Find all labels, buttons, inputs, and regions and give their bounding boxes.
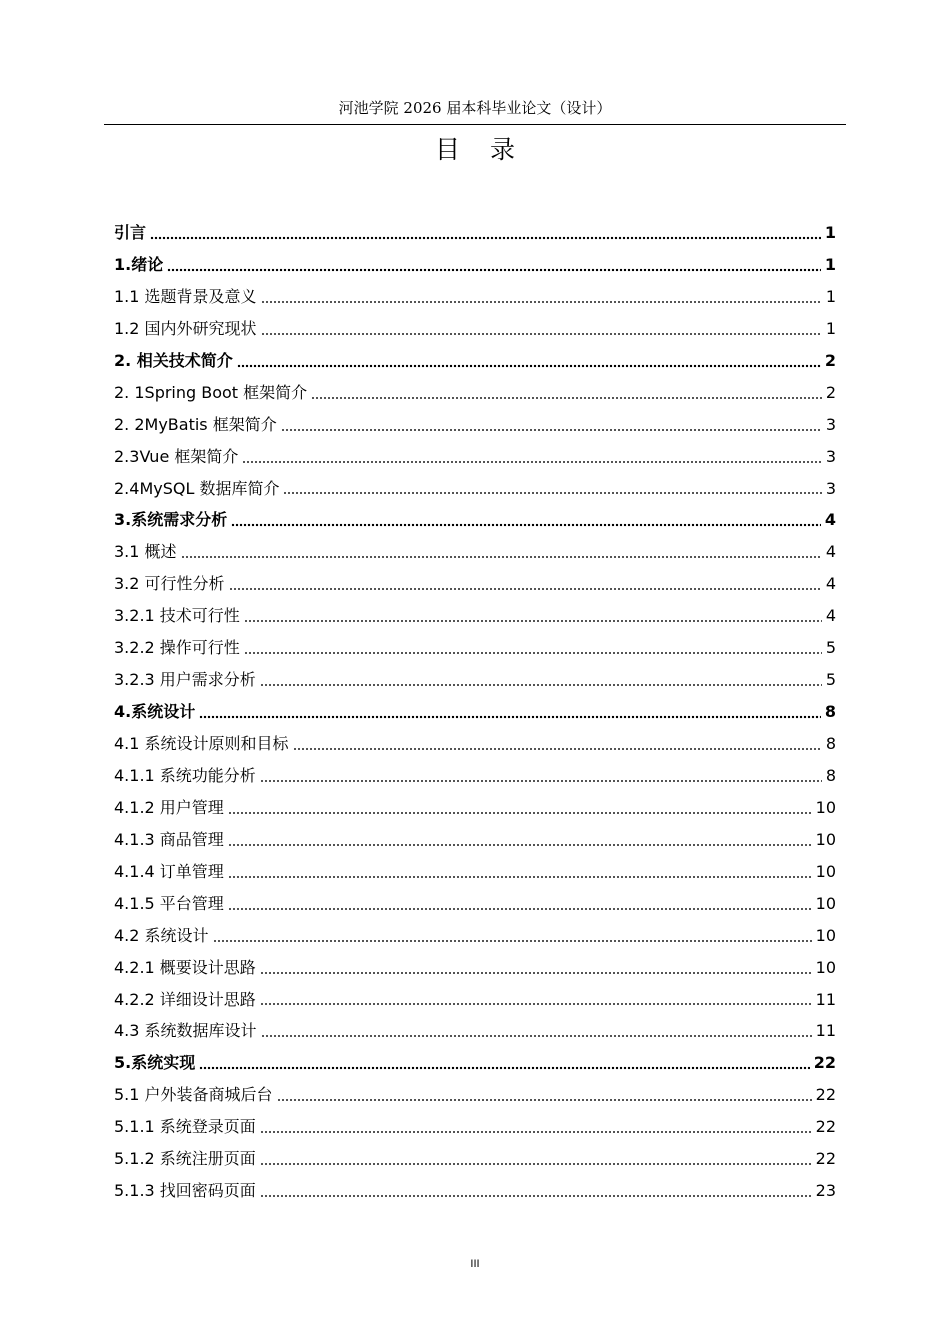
toc-entry-page: 10 xyxy=(815,925,836,945)
toc-entry-page: 22 xyxy=(815,1085,836,1105)
toc-entry-label: 3.2.3 用户需求分析 xyxy=(114,670,256,690)
toc-entry[interactable] xyxy=(114,313,836,345)
toc-entry-label: 3.1 概述 xyxy=(114,542,177,562)
toc-entry-label: 5.1.3 找回密码页面 xyxy=(114,1181,256,1201)
toc-entry-page: 4 xyxy=(825,606,836,626)
toc-dot-leader xyxy=(167,268,821,272)
toc-entry-label: 4.系统设计 xyxy=(114,702,196,722)
toc-entry-page: 1 xyxy=(824,223,836,242)
toc-dot-leader xyxy=(181,555,822,559)
toc-entry-label: 3.2.2 操作可行性 xyxy=(114,638,240,658)
toc-dot-leader xyxy=(228,875,812,879)
toc-dot-leader xyxy=(237,364,821,368)
toc-entry[interactable] xyxy=(114,920,836,952)
toc-entry-label: 5.系统实现 xyxy=(114,1053,196,1073)
toc-entry[interactable] xyxy=(114,281,836,313)
toc-entry[interactable] xyxy=(114,377,836,409)
toc-entry-page: 10 xyxy=(815,893,836,913)
toc-entry[interactable] xyxy=(114,824,836,856)
toc-entry-label: 4.2.1 概要设计思路 xyxy=(114,957,256,977)
toc-dot-leader xyxy=(260,1130,812,1134)
toc-entry-page: 11 xyxy=(815,989,836,1009)
toc-entry-page: 5 xyxy=(825,638,836,658)
toc-entry[interactable] xyxy=(114,888,836,920)
toc-entry-label: 4.1 系统设计原则和目标 xyxy=(114,734,289,753)
toc-entry-page: 3 xyxy=(825,446,836,466)
toc-dot-leader xyxy=(293,747,822,751)
toc-entry-label: 3.2 可行性分析 xyxy=(114,574,225,594)
toc-entry[interactable] xyxy=(114,568,836,600)
toc-dot-leader xyxy=(260,1162,812,1166)
toc-dot-leader xyxy=(229,587,822,591)
toc-entry-label: 4.1.2 用户管理 xyxy=(114,797,224,817)
toc-dot-leader xyxy=(199,715,821,719)
toc-entry[interactable] xyxy=(114,1111,836,1143)
toc-entry-page: 10 xyxy=(815,957,836,977)
toc-dot-leader xyxy=(199,1066,810,1070)
header-rule xyxy=(104,124,846,125)
toc-entry-page: 1 xyxy=(825,286,836,306)
toc-entry-label: 2. 1Spring Boot 框架简介 xyxy=(114,382,308,402)
toc-dot-leader xyxy=(311,396,822,400)
toc-entry-page: 10 xyxy=(815,829,836,849)
running-header: 河池学院 2026 届本科毕业论文（设计） xyxy=(338,99,612,117)
toc-entry-page: 1 xyxy=(824,254,836,274)
toc-dot-leader xyxy=(228,843,812,847)
toc-entry[interactable] xyxy=(114,760,836,792)
toc-entry-label: 1.绪论 xyxy=(114,254,164,274)
toc-entry[interactable] xyxy=(114,441,836,473)
toc-dot-leader xyxy=(213,939,812,943)
toc-entry-label: 4.1.4 订单管理 xyxy=(114,861,224,881)
toc-entry-page: 22 xyxy=(815,1117,836,1137)
toc-dot-leader xyxy=(150,236,821,240)
toc-dot-leader xyxy=(261,332,822,336)
toc-entry-page: 10 xyxy=(815,861,836,881)
toc-entry[interactable] xyxy=(114,217,836,249)
toc-entry[interactable] xyxy=(114,856,836,888)
toc-entry-label: 4.1.5 平台管理 xyxy=(114,893,224,913)
toc-dot-leader xyxy=(228,811,812,815)
toc-entry-label: 1.1 选题背景及意义 xyxy=(114,286,257,306)
toc-entry-page: 4 xyxy=(825,542,836,562)
toc-entry-label: 2.3Vue 框架简介 xyxy=(114,446,239,466)
toc-dot-leader xyxy=(261,300,822,304)
toc-entry-page: 22 xyxy=(813,1053,836,1073)
toc-dot-leader xyxy=(283,491,821,495)
toc-entry[interactable] xyxy=(114,792,836,824)
toc-entry-page: 11 xyxy=(815,1021,836,1041)
toc-dot-leader xyxy=(260,971,812,975)
toc-entry-label: 5.1.1 系统登录页面 xyxy=(114,1117,256,1137)
toc-dot-leader xyxy=(244,651,822,655)
toc-entry-label: 2. 2MyBatis 框架简介 xyxy=(114,414,277,434)
toc-entry[interactable] xyxy=(114,952,836,984)
toc-dot-leader xyxy=(281,428,822,432)
toc-title: 目录 xyxy=(434,135,545,164)
toc-dot-leader xyxy=(260,683,822,687)
toc-entry-page: 1 xyxy=(825,318,836,338)
toc-dot-leader xyxy=(228,907,812,911)
toc-entry[interactable] xyxy=(114,664,836,696)
toc-entry-page: 4 xyxy=(825,574,836,594)
toc-entry-page: 8 xyxy=(825,765,836,785)
toc-entry-page: 23 xyxy=(815,1181,836,1201)
toc-dot-leader xyxy=(244,619,822,623)
toc-entry[interactable] xyxy=(114,409,836,441)
toc-entry[interactable] xyxy=(114,632,836,664)
toc-entry-label: 5.1 户外装备商城后台 xyxy=(114,1085,273,1105)
toc-entry-label: 4.1.3 商品管理 xyxy=(114,829,224,849)
toc-entry[interactable] xyxy=(114,536,836,568)
toc-entry-label: 3.2.1 技术可行性 xyxy=(114,606,240,626)
toc-dot-leader xyxy=(277,1098,812,1102)
toc-entry-label: 1.2 国内外研究现状 xyxy=(114,318,257,338)
toc-entry-label: 4.2.2 详细设计思路 xyxy=(114,989,256,1009)
toc-entry-page: 22 xyxy=(815,1149,836,1169)
toc-entry-label: 3.系统需求分析 xyxy=(114,510,228,530)
toc-entry[interactable] xyxy=(114,345,836,377)
toc-dot-leader xyxy=(260,1194,812,1198)
toc-dot-leader xyxy=(261,1034,812,1038)
toc-entry-page: 3 xyxy=(825,478,836,498)
toc-dot-leader xyxy=(242,460,821,464)
toc-entry[interactable] xyxy=(114,728,836,760)
toc-entry[interactable] xyxy=(114,1175,836,1207)
toc-entry-page: 8 xyxy=(824,702,836,722)
toc-entry[interactable] xyxy=(114,504,836,536)
toc-entry-page: 4 xyxy=(824,510,836,530)
toc-entry[interactable] xyxy=(114,473,836,505)
toc-entry-page: 2 xyxy=(825,382,836,402)
toc-entry-page: 3 xyxy=(825,414,836,434)
toc-entry-page: 8 xyxy=(825,734,836,753)
toc-dot-leader xyxy=(260,779,822,783)
toc-entry[interactable] xyxy=(114,600,836,632)
toc-dot-leader xyxy=(231,523,821,527)
toc-entry[interactable] xyxy=(114,1047,836,1079)
toc-entry-label: 4.2 系统设计 xyxy=(114,925,209,945)
toc-entry-page: 5 xyxy=(825,670,836,690)
page-number: III xyxy=(470,1258,480,1270)
toc-entry-label: 2. 相关技术简介 xyxy=(114,350,233,370)
toc-entry-label: 4.3 系统数据库设计 xyxy=(114,1021,257,1041)
toc-entry-label: 4.1.1 系统功能分析 xyxy=(114,765,256,785)
toc-entry-label: 5.1.2 系统注册页面 xyxy=(114,1149,256,1169)
toc-entry[interactable] xyxy=(114,1143,836,1175)
toc-entry-page: 2 xyxy=(824,350,836,370)
toc-entry[interactable] xyxy=(114,1079,836,1111)
toc-entry-label: 2.4MySQL 数据库简介 xyxy=(114,478,280,498)
toc-entry[interactable] xyxy=(114,696,836,728)
toc-dot-leader xyxy=(260,1002,812,1006)
toc-entry-page: 10 xyxy=(815,797,836,817)
toc-entry[interactable] xyxy=(114,1015,836,1047)
toc-entry[interactable] xyxy=(114,249,836,281)
table-of-contents xyxy=(114,217,836,1207)
toc-entry-label: 引言 xyxy=(114,223,147,242)
toc-entry[interactable] xyxy=(114,984,836,1016)
